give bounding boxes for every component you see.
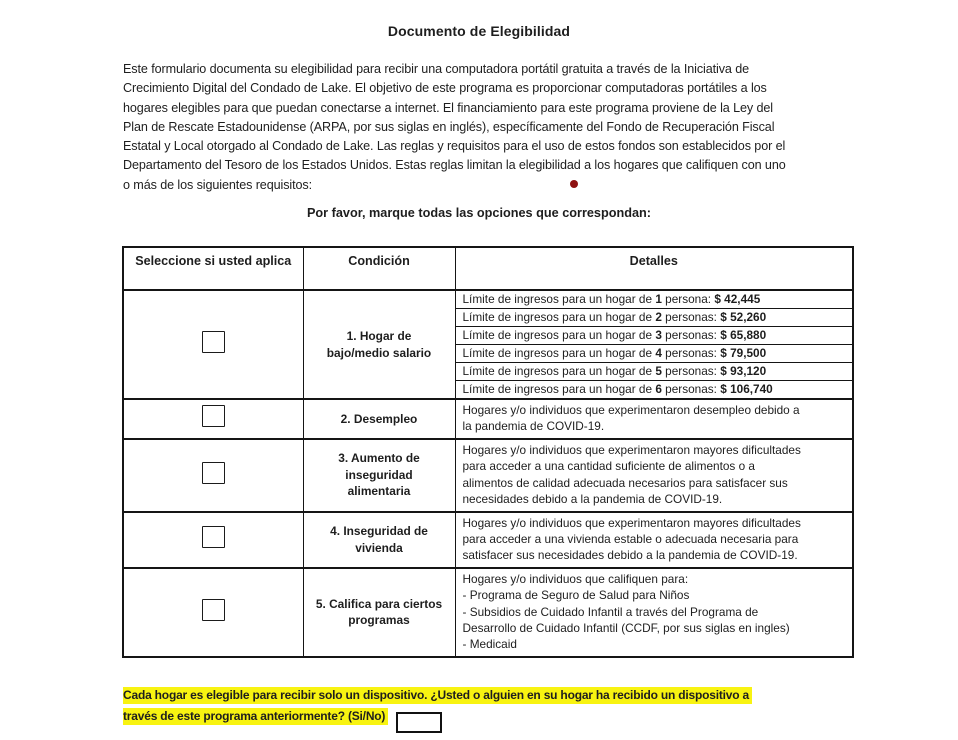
income-text: Límite de ingresos para un hogar de <box>462 309 656 324</box>
condition-label: programas <box>348 613 410 628</box>
detail-line: alimentos de calidad adecuada necesarios para satisfacer sus <box>462 475 788 490</box>
checkbox-low-income[interactable] <box>202 331 225 353</box>
detail-line: - Subsidios de Cuidado Infantil a través del Programa de <box>462 604 759 619</box>
condition-cell <box>303 399 455 439</box>
table-row-program-eligibility <box>123 568 853 657</box>
detail-line: - Programa de Seguro de Salud para Niños <box>462 588 690 603</box>
intro-paragraph <box>123 60 958 195</box>
detail-line: - Medicaid <box>462 637 517 652</box>
details-cell <box>455 568 853 657</box>
income-limit-line <box>456 363 853 381</box>
intro-line: Departamento del Tesoro de los Estados Unidos. Estas reglas limitan la elegibilidad a los hogares que califiquen con uno <box>123 158 786 173</box>
header-condition-column: Condición <box>303 247 455 290</box>
device-question <box>123 685 958 733</box>
income-persons: 1 <box>655 292 662 307</box>
income-amount: $ 42,445 <box>714 292 761 307</box>
income-text: Límite de ingresos para un hogar de <box>462 345 656 360</box>
detail-line: Hogares y/o individuos que experimentaron desempleo debido a <box>462 403 800 418</box>
income-text: personas: <box>661 345 721 360</box>
income-amount: $ 52,260 <box>720 309 767 324</box>
income-text: Límite de ingresos para un hogar de <box>462 292 656 307</box>
condition-label: 1. Hogar de <box>346 329 412 344</box>
condition-label: vivienda <box>355 540 403 555</box>
income-amount: $ 106,740 <box>720 381 773 396</box>
highlighted-text: Cada hogar es elegible para recibir solo un dispositivo. ¿Usted o alguien en su hogar ha recibido un dispositivo a <box>123 687 752 704</box>
condition-cell <box>303 290 455 399</box>
income-limit-line <box>456 327 853 345</box>
detail-line: Hogares y/o individuos que califiquen para: <box>462 571 689 586</box>
income-persons: 3 <box>655 327 662 342</box>
eligibility-table <box>122 246 854 658</box>
income-persons: 6 <box>655 381 662 396</box>
condition-cell <box>303 512 455 568</box>
income-text: Límite de ingresos para un hogar de <box>462 363 656 378</box>
instruction-text: Por favor, marque todas las opciones que correspondan: <box>306 206 652 221</box>
condition-label: 4. Inseguridad de <box>330 524 428 539</box>
detail-line: satisfacer sus necesidades debido a la pandemia de COVID-19. <box>462 548 798 563</box>
income-limit-line <box>456 291 853 309</box>
income-amount: $ 79,500 <box>720 345 767 360</box>
condition-label: 3. Aumento de <box>338 451 420 466</box>
intro-line: Plan de Rescate Estadounidense (ARPA, por sus siglas en inglés), específicamente del Fondo de Recuperación Fiscal <box>123 119 775 134</box>
detail-line: Hogares y/o individuos que experimentaron mayores dificultades <box>462 442 801 457</box>
detail-line: necesidades debido a la pandemia de COVID-19. <box>462 492 723 507</box>
condition-cell <box>303 439 455 512</box>
details-cell <box>455 399 853 439</box>
page-title: Documento de Elegibilidad <box>387 23 571 39</box>
question-line <box>123 685 958 707</box>
condition-label: alimentaria <box>347 484 411 499</box>
checkbox-housing-insecurity[interactable] <box>202 526 225 548</box>
income-text: Límite de ingresos para un hogar de <box>462 381 656 396</box>
condition-label: bajo/medio salario <box>326 345 432 360</box>
table-header-row <box>123 247 853 290</box>
income-text: personas: <box>661 381 721 396</box>
table-row-income <box>123 290 853 399</box>
table-row-food-insecurity <box>123 439 853 512</box>
income-text: Límite de ingresos para un hogar de <box>462 327 656 342</box>
details-cell <box>455 290 853 399</box>
question-line <box>123 706 958 732</box>
details-cell <box>455 439 853 512</box>
income-limit-line <box>456 381 853 398</box>
income-amount: $ 65,880 <box>720 327 767 342</box>
intro-line: Este formulario documenta su elegibilidad para recibir una computadora portátil gratuita a través de la Iniciativa de <box>123 62 750 76</box>
table-row-unemployment <box>123 399 853 439</box>
condition-label: inseguridad <box>345 467 413 482</box>
header-details-column: Detalles <box>455 247 853 290</box>
detail-line: Hogares y/o individuos que experimentaron mayores dificultades <box>462 515 801 530</box>
income-amount: $ 93,120 <box>720 363 767 378</box>
detail-line: la pandemia de COVID-19. <box>462 419 605 434</box>
intro-line: hogares elegibles para que puedan conectarse a internet. El financiamiento para este programa proviene de la Ley del <box>123 100 774 115</box>
highlighted-text: través de este programa anteriormente? (Si/No) <box>123 708 388 725</box>
detail-line: para acceder a una cantidad suficiente de alimentos o a <box>462 459 755 474</box>
income-text: persona: <box>661 292 715 307</box>
income-limit-line <box>456 309 853 327</box>
select-cell <box>123 290 303 399</box>
checkbox-program-eligibility[interactable] <box>202 599 225 621</box>
table-row-housing-insecurity <box>123 512 853 568</box>
select-cell <box>123 399 303 439</box>
select-cell <box>123 568 303 657</box>
details-cell <box>455 512 853 568</box>
checkbox-unemployment[interactable] <box>202 405 225 427</box>
red-dot-marker <box>570 180 578 188</box>
income-text: personas: <box>661 309 721 324</box>
select-cell <box>123 439 303 512</box>
income-limit-line <box>456 345 853 363</box>
income-persons: 2 <box>655 309 662 324</box>
intro-line: o más de los siguientes requisitos: <box>123 177 313 192</box>
income-text: personas: <box>661 363 721 378</box>
income-persons: 5 <box>655 363 662 378</box>
income-text: personas: <box>661 327 721 342</box>
intro-line: Crecimiento Digital del Condado de Lake. El objetivo de este programa es proporcionar computadoras portátiles a los <box>123 81 767 96</box>
income-persons: 4 <box>655 345 662 360</box>
si-no-answer-box[interactable] <box>396 712 442 733</box>
detail-line: para acceder a una vivienda estable o adecuada necesaria para <box>462 531 799 546</box>
checkbox-food-insecurity[interactable] <box>202 462 225 484</box>
detail-line: Desarrollo de Cuidado Infantil (CCDF, por sus siglas en ingles) <box>462 620 790 635</box>
select-cell <box>123 512 303 568</box>
condition-cell <box>303 568 455 657</box>
condition-label: 5. Califica para ciertos <box>315 596 443 611</box>
header-select-column: Seleccione si usted aplica <box>123 247 303 290</box>
condition-label: 2. Desempleo <box>340 411 418 426</box>
intro-line: Estatal y Local otorgado al Condado de Lake. Las reglas y requisitos para el uso de estos fondos son establecidos por el <box>123 139 786 154</box>
